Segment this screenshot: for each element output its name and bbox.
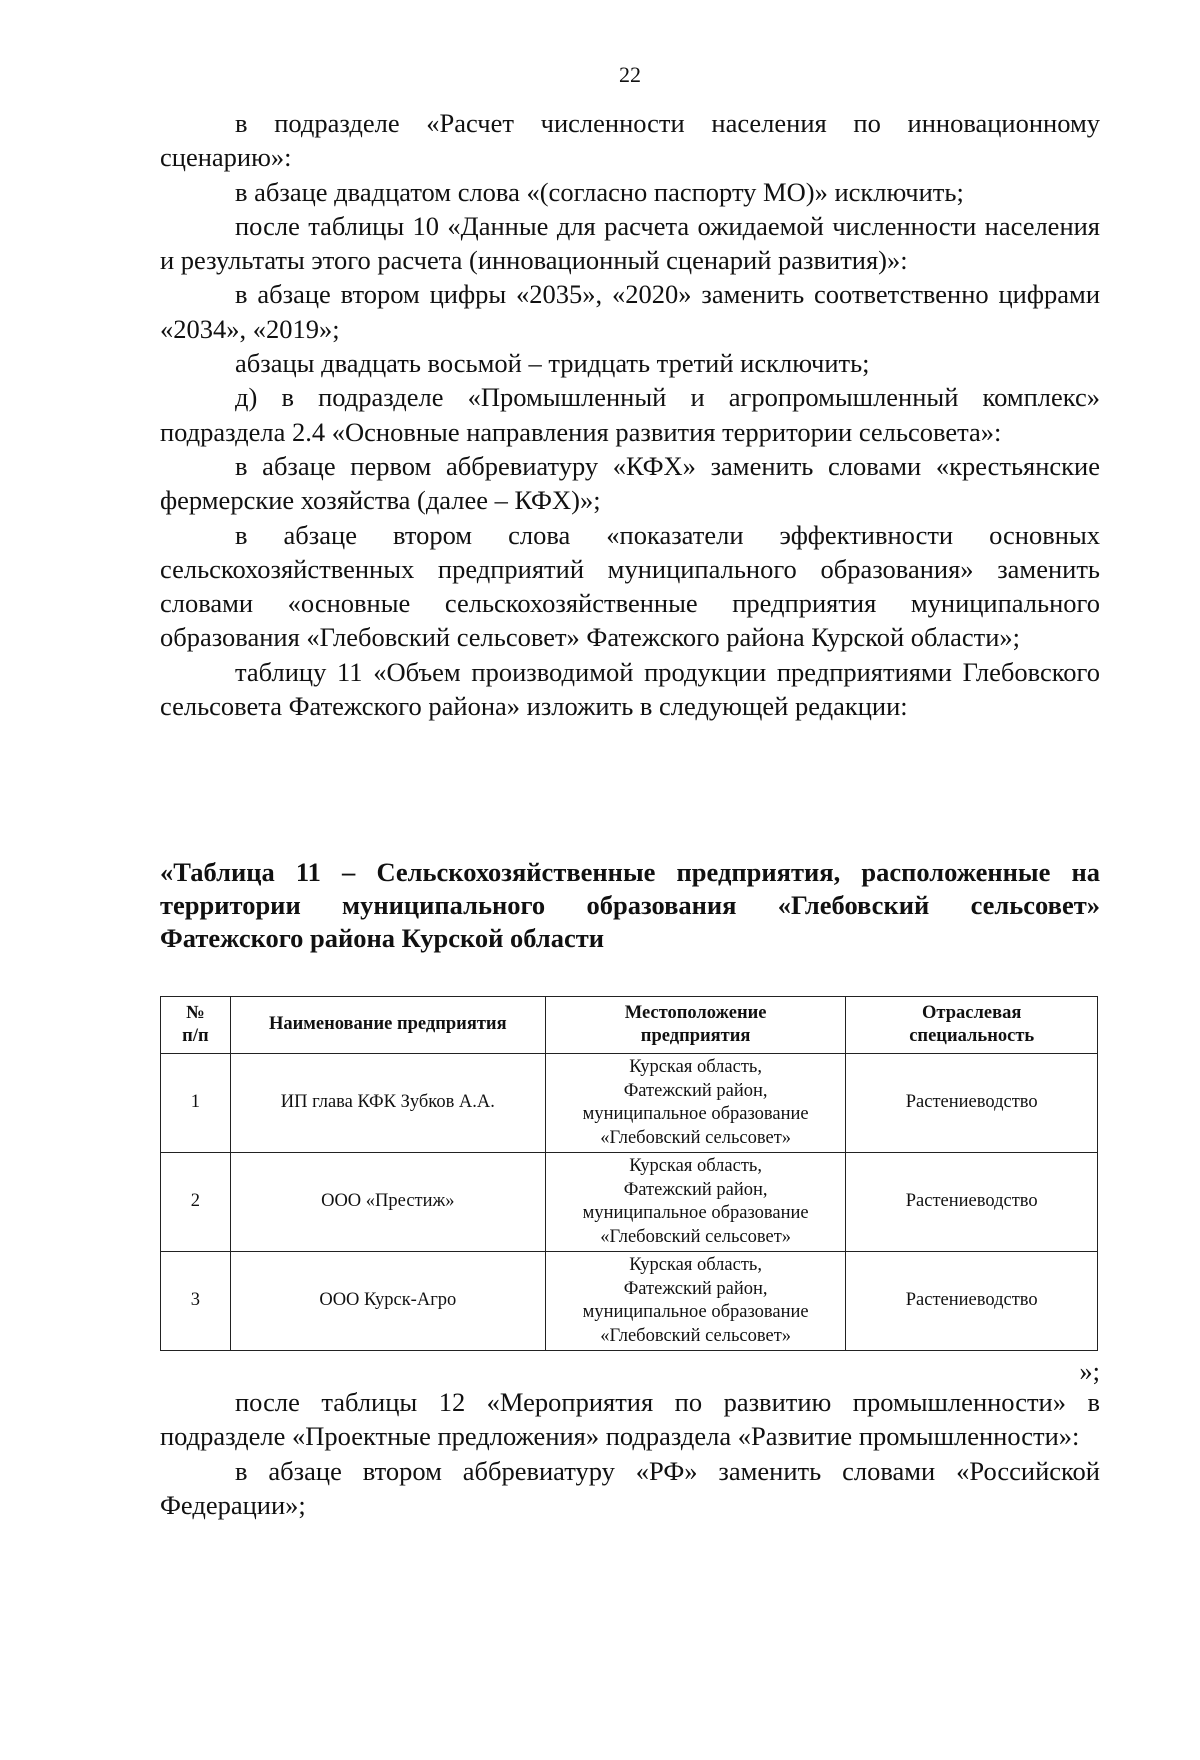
cell-location [545, 1252, 846, 1351]
paragraph: в подразделе «Расчет численности населения по инновационному сценарию»: [160, 108, 1100, 173]
header-specialty-line2: специальность [909, 1026, 1035, 1046]
header-specialty-line1: Отраслевая [922, 1002, 1022, 1023]
paragraph: абзацы двадцать восьмой – тридцать третий исключить; [235, 348, 870, 379]
cell-num: 2 [161, 1153, 231, 1252]
paragraph: в абзаце двадцатом слова «(согласно паспорту МО)» исключить; [235, 176, 964, 207]
header-specialty [846, 997, 1098, 1054]
paragraph: после таблицы 10 «Данные для расчета ожидаемой численности населения и результаты этого расчета (инновационный сценарий развития)»: [160, 210, 1100, 276]
table-row [161, 1252, 1098, 1351]
body-text-bottom [160, 1385, 1100, 1522]
body-text-top [160, 106, 1100, 723]
cell-location [545, 1054, 846, 1153]
header-num [161, 997, 231, 1054]
table-header-row [161, 997, 1098, 1054]
header-name: Наименование предприятия [230, 997, 545, 1054]
enterprises-table [160, 996, 1098, 1351]
location-line: муниципальное образование [582, 1203, 809, 1223]
location-line: «Глебовский сельсовет» [600, 1127, 792, 1148]
cell-num: 3 [161, 1252, 231, 1351]
location-line: муниципальное образование [582, 1104, 809, 1124]
header-location-line2: предприятия [640, 1026, 751, 1046]
location-line: Курская область, [629, 1156, 762, 1176]
location-line: Фатежский район, [623, 1278, 768, 1299]
paragraph: в абзаце втором цифры «2035», «2020» заменить соответственно цифрами «2034», «2019»; [160, 279, 1100, 344]
location-line: Курская область, [629, 1255, 762, 1275]
paragraph: в абзаце втором аббревиатуру «РФ» заменить словами «Российской Федерации»; [160, 1455, 1100, 1520]
paragraph: в абзаце втором слова «показатели эффективности основных сельскохозяйственных предприятий муниципального образования» заменить словами «основные сельскохозяйственные предприятия муниципального образования «Глебовский сельсовет» Фатежского района Курской области»; [160, 519, 1100, 653]
paragraph: д) в подразделе «Промышленный и агропромышленный комплекс» подраздела 2.4 «Основные направления развития территории сельсовета»: [160, 382, 1100, 447]
header-num-line1: № [186, 1002, 205, 1023]
paragraph: таблицу 11 «Объем производимой продукции предприятиями Глебовского сельсовета Фатежского района» изложить в следующей редакции: [160, 656, 1100, 722]
cell-name: ИП глава КФК Зубков А.А. [230, 1054, 545, 1153]
closing-quote: »; [1079, 1356, 1100, 1386]
header-location [545, 997, 846, 1054]
cell-specialty: Растениеводство [846, 1054, 1098, 1153]
location-line: Фатежский район, [623, 1080, 768, 1101]
table-row [161, 1054, 1098, 1153]
location-line: Курская область, [629, 1057, 762, 1077]
cell-specialty: Растениеводство [846, 1153, 1098, 1252]
paragraph: в абзаце первом аббревиатуру «КФХ» заменить словами «крестьянские фермерские хозяйства (далее – КФХ)»; [160, 450, 1100, 516]
table-title: «Таблица 11 – Сельскохозяйственные предприятия, расположенные на территории муниципального образования «Глебовский сельсовет» Фатежского района Курской области [160, 857, 1100, 953]
cell-specialty: Растениеводство [846, 1252, 1098, 1351]
cell-num: 1 [161, 1054, 231, 1153]
location-line: «Глебовский сельсовет» [600, 1325, 792, 1346]
page-number: 22 [619, 62, 641, 87]
paragraph: после таблицы 12 «Мероприятия по развитию промышленности» в подразделе «Проектные предложения» подраздела «Развитие промышленности»: [160, 1387, 1100, 1452]
header-num-line2: п/п [182, 1026, 209, 1046]
table-row [161, 1153, 1098, 1252]
cell-name: ООО «Престиж» [230, 1153, 545, 1252]
location-line: муниципальное образование [582, 1302, 809, 1322]
cell-name: ООО Курск-Агро [230, 1252, 545, 1351]
location-line: Фатежский район, [623, 1179, 768, 1200]
location-line: «Глебовский сельсовет» [600, 1226, 792, 1247]
cell-location [545, 1153, 846, 1252]
header-location-line1: Местоположение [624, 1002, 767, 1023]
